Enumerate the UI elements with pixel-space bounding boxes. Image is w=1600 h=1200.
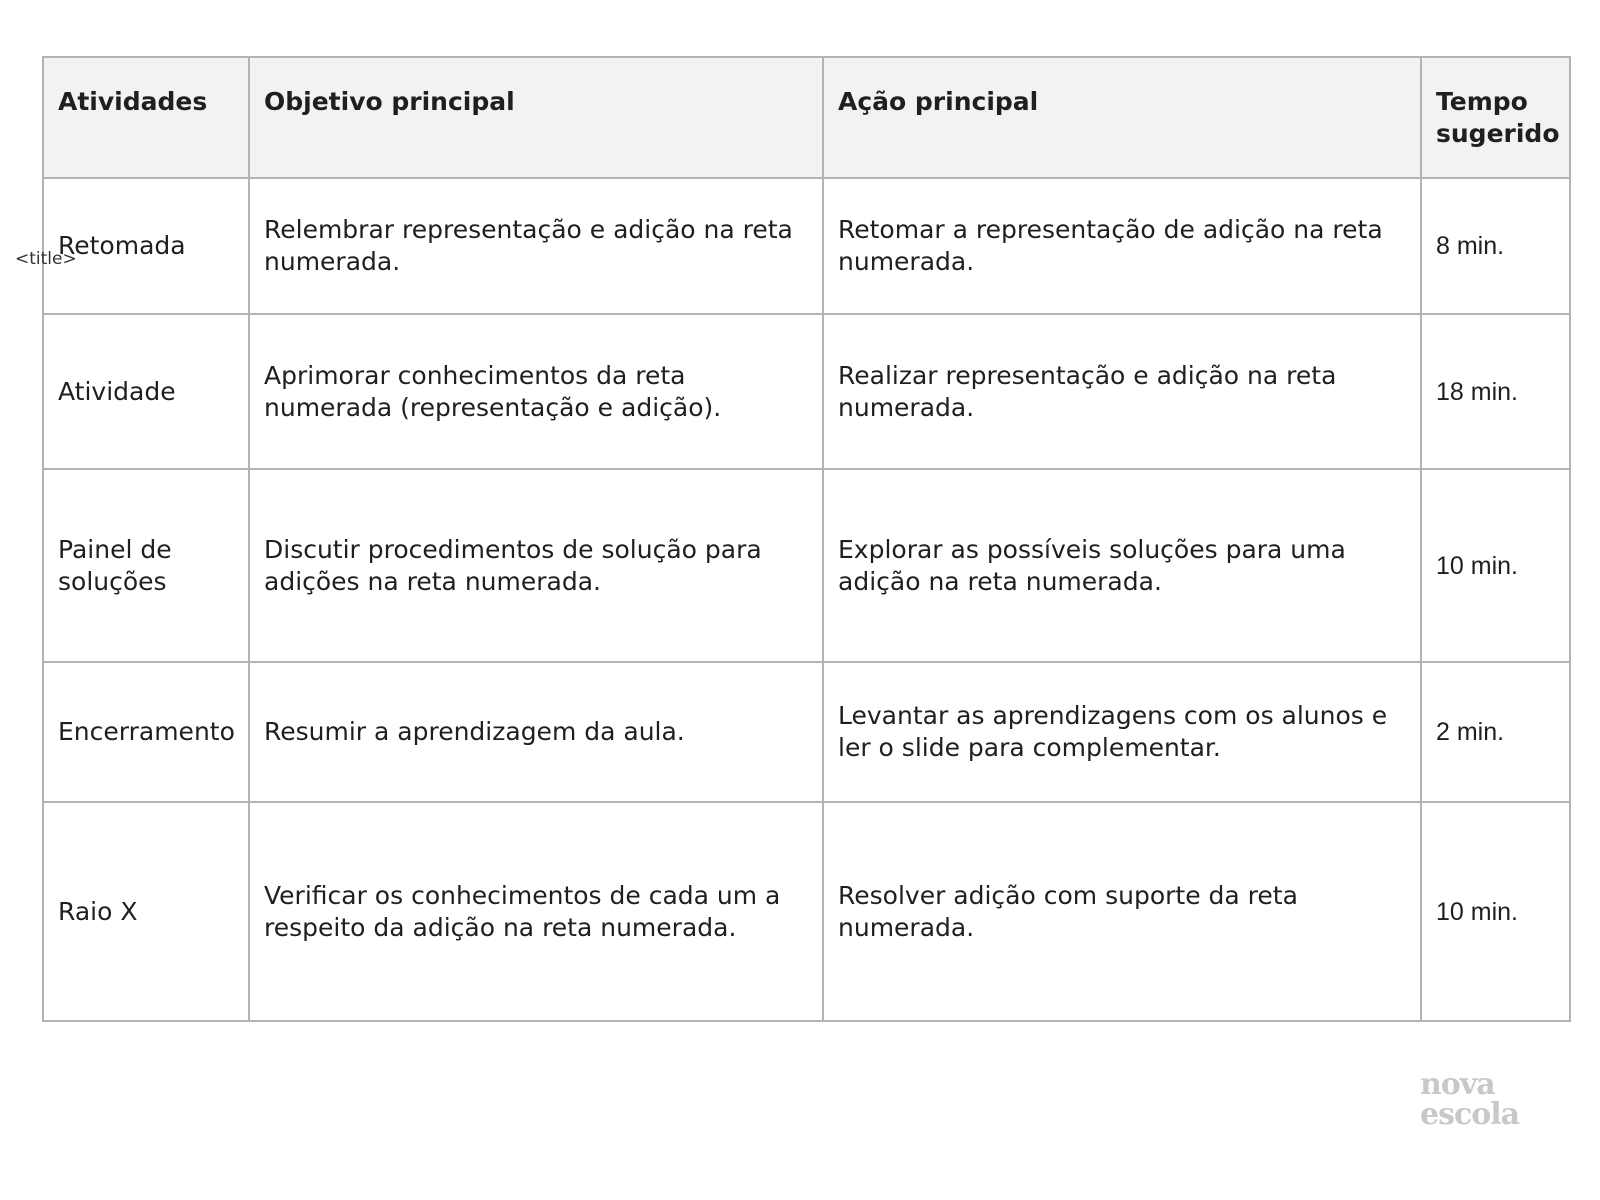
- lesson-plan-table: [42, 56, 1571, 1022]
- cell-objetivo: Discutir procedimentos de solução para adições na reta numerada.: [249, 469, 823, 662]
- header-acao: Ação principal: [823, 57, 1421, 178]
- logo-line-1: nova: [1420, 1067, 1495, 1102]
- nova-escola-logo: [1420, 1067, 1550, 1132]
- cell-atividade: Painel de soluções: [43, 469, 249, 662]
- cell-objetivo: Verificar os conhecimentos de cada um a respeito da adição na reta numerada.: [249, 802, 823, 1021]
- cell-acao: Explorar as possíveis soluções para uma adição na reta numerada.: [823, 469, 1421, 662]
- table-header-row: [43, 57, 1570, 178]
- cell-acao: Retomar a representação de adição na reta numerada.: [823, 178, 1421, 314]
- table-row: [43, 802, 1570, 1021]
- cell-tempo: 10 min.: [1421, 802, 1570, 1021]
- table-row: [43, 314, 1570, 469]
- cell-atividade: Atividade: [43, 314, 249, 469]
- cell-objetivo: Relembrar representação e adição na reta numerada.: [249, 178, 823, 314]
- stray-title-tag: <title>: [15, 249, 77, 269]
- cell-acao: Realizar representação e adição na reta numerada.: [823, 314, 1421, 469]
- cell-tempo: 8 min.: [1421, 178, 1570, 314]
- table-row: [43, 662, 1570, 802]
- cell-atividade: Raio X: [43, 802, 249, 1021]
- cell-tempo: 18 min.: [1421, 314, 1570, 469]
- header-objetivo: Objetivo principal: [249, 57, 823, 178]
- cell-atividade: Encerramento: [43, 662, 249, 802]
- cell-tempo: 10 min.: [1421, 469, 1570, 662]
- cell-atividade: Retomada: [43, 178, 249, 314]
- table-row: [43, 469, 1570, 662]
- header-tempo: Tempo sugerido: [1421, 57, 1570, 178]
- cell-objetivo: Resumir a aprendizagem da aula.: [249, 662, 823, 802]
- table-row: [43, 178, 1570, 314]
- cell-acao: Resolver adição com suporte da reta numerada.: [823, 802, 1421, 1021]
- cell-objetivo: Aprimorar conhecimentos da reta numerada (representação e adição).: [249, 314, 823, 469]
- logo-line-2: escola: [1420, 1097, 1520, 1132]
- cell-acao: Levantar as aprendizagens com os alunos e ler o slide para complementar.: [823, 662, 1421, 802]
- cell-tempo: 2 min.: [1421, 662, 1570, 802]
- header-atividades: Atividades: [43, 57, 249, 178]
